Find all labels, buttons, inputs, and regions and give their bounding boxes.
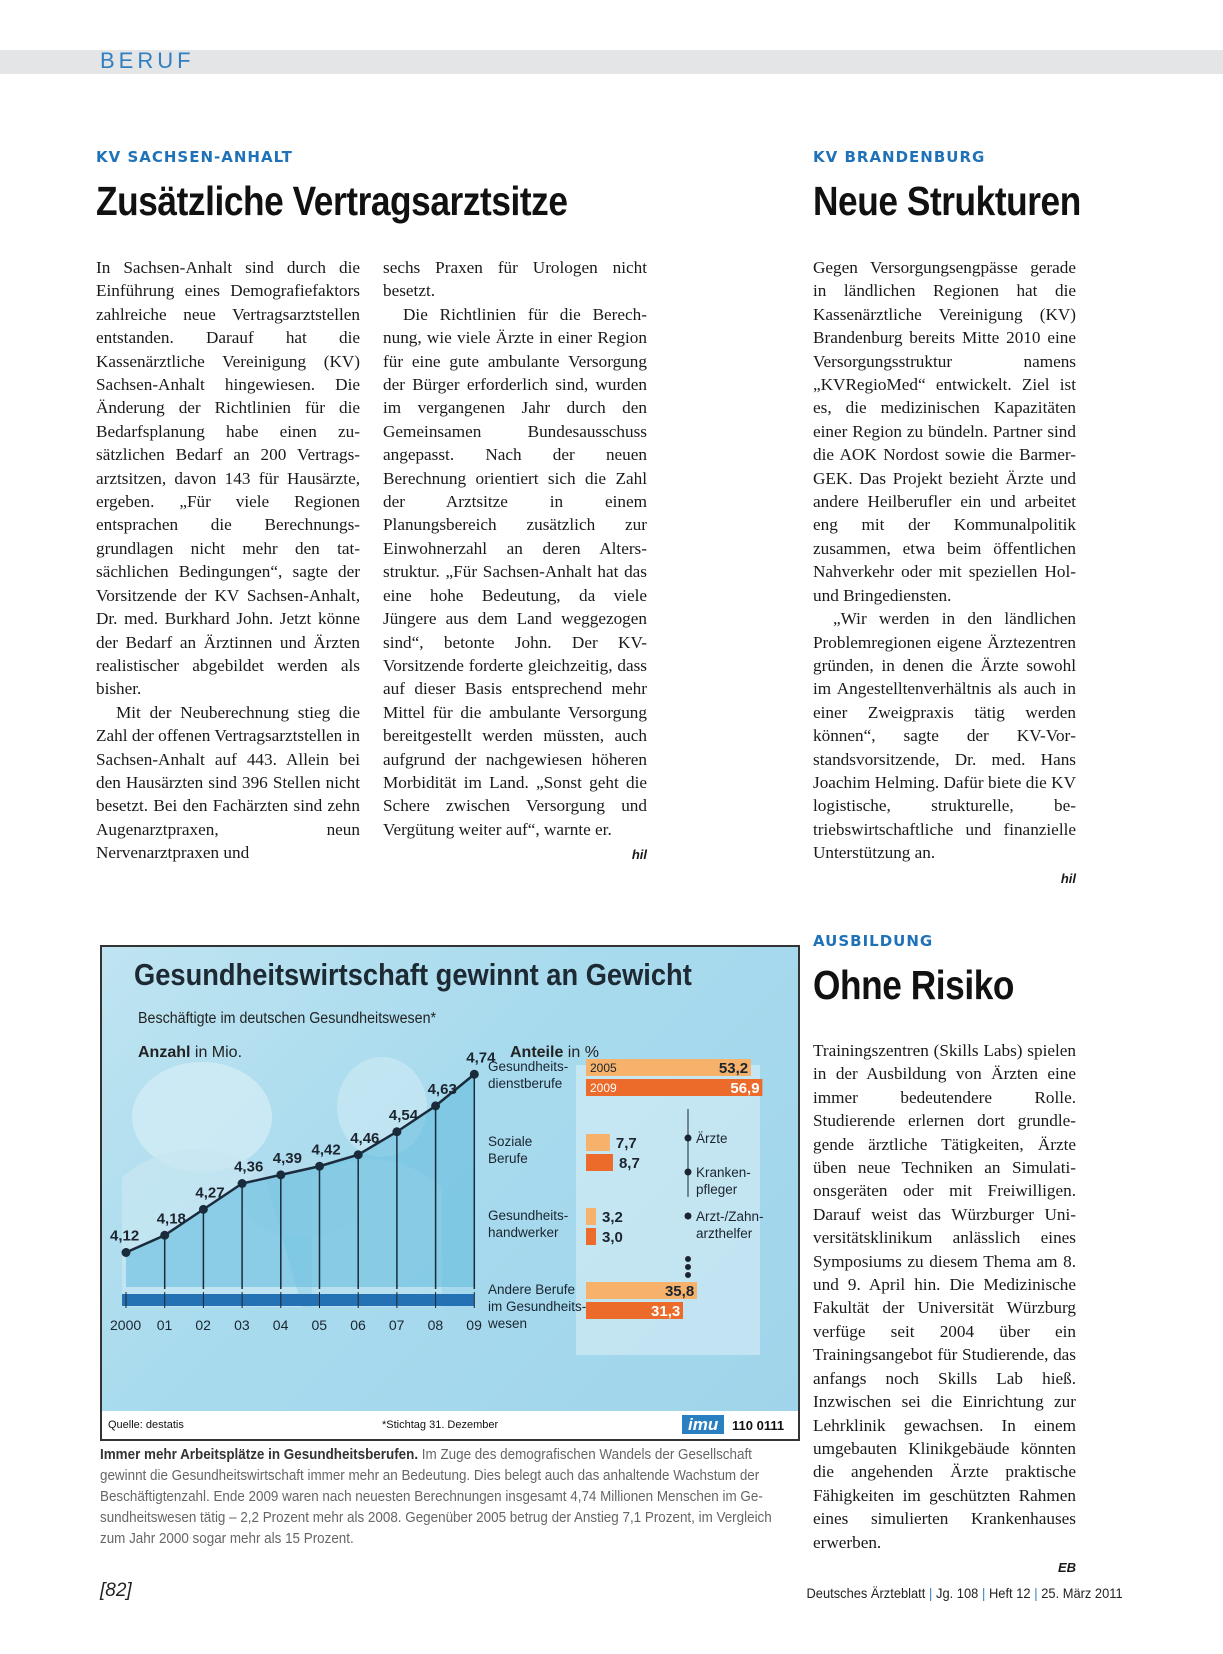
share-value-label: 56,9 bbox=[730, 1080, 760, 1097]
share-value-label: 3,0 bbox=[602, 1229, 623, 1246]
data-label: 4,74 bbox=[466, 1049, 496, 1067]
ellipsis-dot bbox=[685, 1272, 691, 1278]
infographic-footnote: *Stichtag 31. Dezember bbox=[382, 1419, 499, 1431]
article2-column bbox=[813, 256, 1076, 890]
share-value-label: 7,7 bbox=[615, 1135, 637, 1152]
article2-paragraph: Gegen Versorgungsengpässe gerade in ländlichen Regionen hat die Kassenärztliche Vereinigung (KV) Brandenburg bereits Mitte 2010 eine Versorgungsstruktur namens „KVRegioMed“ entwickelt. Ziel ist es, die medizinischen Kapazitäten einer Region zu bündeln. Partner sind die AOK Nordost sowie die Barmer-GEK. Das Projekt bezieht Ärzte und andere Heilberufler ein und arbeitet eng mit der Kommunalpolitik zusammen, etwa beim öffentlichen Nahverkehr oder mit speziellen Hol- und Bringediensten. bbox=[813, 258, 1076, 605]
data-label: 4,12 bbox=[110, 1227, 140, 1245]
article3-kicker: AUSBILDUNG bbox=[813, 932, 934, 950]
data-point bbox=[276, 1170, 285, 1179]
data-label: 4,42 bbox=[311, 1141, 341, 1159]
section-label: BERUF bbox=[100, 48, 195, 73]
annotation-label: Arzt-/Zahn- bbox=[696, 1209, 764, 1224]
share-value-label: 35,8 bbox=[664, 1283, 695, 1300]
share-bar-2009 bbox=[586, 1154, 613, 1171]
infographic-subtitle: Beschäftigte im deutschen Gesundheitswesen* bbox=[138, 1010, 437, 1027]
data-point bbox=[470, 1070, 479, 1079]
series-year-label: 2005 bbox=[590, 1061, 617, 1075]
article2-signature: hil bbox=[1060, 870, 1076, 886]
article1-column-1 bbox=[96, 256, 360, 865]
article1-paragraph: In Sachsen-Anhalt sind durch die Einführung eines Demografiefaktors zahlreiche neue Vertragsarztstellen entstanden. Darauf hat die Kassenärztliche Vereinigung (KV) Sachsen-Anhalt hingewiesen. Die Änderung der Richtlinien für die Bedarfsplanung habe einen zusätzlichen Bedarf an 200 Vertragsarztsitzen, davon 143 für Hausärzte, ergeben. „Für viele Regionen entsprachen die Berechnungsgrundlagen nicht mehr den tatsächlichen Bedingungen“, sagte der Vorsitzende der KV Sachsen-Anhalt, Dr. med. Burkhard John. Jetzt könne der Bedarf an Ärztinnen und Ärzten realistischer abgebildet werden als bisher. bbox=[96, 258, 360, 699]
category-label: Andere Berufe bbox=[488, 1282, 576, 1297]
x-tick-label: 07 bbox=[388, 1317, 405, 1333]
article1-paragraph: Mit der Neuberechnung stieg die Zahl der offenen Vertragsarztstellen in Sachsen-Anhalt auf 443. Allein bei den Hausärzten sind 396 Stellen nicht besetzt. Bei den Fachärzten sind zehn Augenarztpraxen, neun Nervenarztpraxen und bbox=[96, 702, 360, 863]
annotation-label: arzthelfer bbox=[696, 1226, 753, 1241]
x-tick-label: 09 bbox=[466, 1317, 482, 1333]
data-point bbox=[199, 1205, 208, 1214]
x-tick-label: 2000 bbox=[110, 1317, 142, 1333]
ellipsis-dot bbox=[685, 1264, 691, 1270]
infographic-code: 110 0111 bbox=[732, 1418, 785, 1433]
infographic-source: Quelle: destatis bbox=[108, 1419, 184, 1431]
data-point bbox=[238, 1179, 247, 1188]
page-number: [82] bbox=[100, 1580, 132, 1601]
infographic-footer bbox=[102, 1411, 798, 1439]
annotation-bullet bbox=[685, 1169, 692, 1176]
article1-paragraph: Die Richtlinien für die Berechnung, wie viele Ärzte in einer Region für eine gute ambulante Versorgung der Bürger erforderlich sind, wurden im vergangenen Jahr durch den Gemeinsamen Bundesausschuss angepasst. Nach der neuen Berechnung orientiert sich die Zahl der Arztsitze in einem Planungsbereich zusätzlich zur Einwohnerzahl an deren Altersstruktur. „Für Sachsen-Anhalt hat das eine hohe Bedeutung, da viele Jüngere aus dem Land weggezogen sind“, betonte John. Der KV-Vorsitzende forderte gleichzeitig, dass auf dieser Basis entsprechend mehr Mittel für die ambulante Versorgung bereitgestellt werden müssten, auch aufgrund der nachgewiesen höheren Morbidität im Land. „Sonst geht die Schere zwischen Versorgung und Vergütung weiter auf“, warnte er. bbox=[383, 304, 647, 839]
share-value-label: 53,2 bbox=[718, 1060, 749, 1077]
article2-paragraph: „Wir werden in den ländlichen Problemregionen eigene Ärztezentren gründen, in denen die Ärzte sowohl im Angestelltenverhältnis als auch in einer Zweigpraxis tätig werden können“, sagte der KV-Vorstandsvorsitzende, Dr. med. Hans Joachim Helming. Dafür biete die KV logistische, strukturelle, betriebswirtschaftliche und finanzielle Unterstützung an. bbox=[813, 609, 1076, 863]
infographic bbox=[100, 945, 800, 1441]
data-label: 4,36 bbox=[234, 1158, 264, 1176]
category-label: Gesundheits- bbox=[488, 1208, 569, 1223]
data-point bbox=[160, 1231, 169, 1240]
annotation-label: Kranken- bbox=[696, 1165, 751, 1180]
x-tick-label: 06 bbox=[350, 1317, 366, 1333]
x-tick-label: 03 bbox=[234, 1317, 250, 1333]
category-label: Soziale bbox=[488, 1134, 533, 1149]
annotation-bullet bbox=[685, 1135, 692, 1142]
x-tick-label: 08 bbox=[427, 1317, 444, 1333]
category-label: Gesundheits- bbox=[488, 1059, 569, 1074]
article3-paragraph: Trainingszentren (Skills Labs) spielen in der Ausbildung von Ärzten eine immer bedeutendere Rolle. Studierende erlernen dort grundlegende ärztliche Tätigkeiten, Ärzte üben neue Techniken an Simulationsgeräten oder mit Freiwilligen. Darauf weist das Würzburger Universitätsklinikum anlässlich eines Symposiums zu diesem Thema am 8. und 9. April hin. Die Medizinische Fakultät der Universität Würzburg verfüge seit 2004 über ein Trainingsangebot für Studierende, das anfangs noch Skills Lab hieß. Inzwischen sei die Einrichtung zur Lehrklinik gewachsen. In einem umgebauten Klinikgebäude könnten die angehenden Ärzte praktische Fähigkeiten im geschützten Rahmen eines simulierten Krankenhauses erwerben. bbox=[813, 1041, 1076, 1552]
data-point bbox=[315, 1162, 324, 1171]
infographic-unit-label: Anzahl in Mio. bbox=[138, 1044, 243, 1061]
article3-headline: Ohne Risiko bbox=[813, 962, 1014, 1008]
x-axis-band bbox=[122, 1294, 474, 1306]
data-label: 4,54 bbox=[388, 1106, 419, 1124]
article1-paragraph: sechs Praxen für Urologen nicht besetzt. bbox=[383, 258, 647, 301]
data-label: 4,18 bbox=[156, 1210, 186, 1228]
data-point bbox=[354, 1150, 363, 1159]
annotation-label: pfleger bbox=[696, 1182, 738, 1197]
article3-signature: EB bbox=[1057, 1559, 1076, 1575]
data-point bbox=[431, 1101, 440, 1110]
x-tick-label: 01 bbox=[156, 1317, 173, 1333]
share-value-label: 3,2 bbox=[602, 1209, 623, 1226]
x-tick-label: 02 bbox=[195, 1317, 211, 1333]
category-label: Berufe bbox=[488, 1151, 528, 1166]
article3-column bbox=[813, 1039, 1076, 1579]
data-label: 4,27 bbox=[195, 1184, 225, 1202]
category-label: im Gesundheits- bbox=[488, 1299, 587, 1314]
x-tick-label: 04 bbox=[272, 1317, 289, 1333]
article2-headline: Neue Strukturen bbox=[813, 178, 1081, 224]
data-label: 4,46 bbox=[350, 1129, 380, 1147]
category-label: handwerker bbox=[488, 1225, 559, 1240]
data-point bbox=[122, 1248, 131, 1257]
annotation-label: Ärzte bbox=[696, 1131, 728, 1146]
article1-kicker: KV SACHSEN-ANHALT bbox=[96, 148, 293, 166]
article2-kicker: KV BRANDENBURG bbox=[813, 148, 986, 166]
category-label: wesen bbox=[488, 1316, 528, 1331]
share-value-label: 31,3 bbox=[651, 1303, 681, 1320]
infographic-title: Gesundheitswirtschaft gewinnt an Gewicht bbox=[134, 957, 692, 992]
article1-headline: Zusätzliche Vertragsarztsitze bbox=[96, 178, 568, 224]
share-value-label: 8,7 bbox=[618, 1155, 640, 1172]
data-label: 4,63 bbox=[427, 1080, 457, 1098]
category-label: dienstberufe bbox=[488, 1076, 563, 1091]
series-year-label: 2009 bbox=[590, 1081, 617, 1095]
share-bar-2005 bbox=[586, 1208, 596, 1225]
imu-logo: imu bbox=[682, 1415, 724, 1434]
annotation-bullet bbox=[685, 1213, 692, 1220]
infographic-shares-label: Anteile in % bbox=[510, 1044, 599, 1061]
ellipsis-dot bbox=[685, 1256, 691, 1262]
article1-signature: hil bbox=[631, 847, 647, 863]
share-bar-2005 bbox=[586, 1134, 610, 1151]
article1-column-2 bbox=[383, 256, 647, 867]
data-label: 4,39 bbox=[272, 1149, 303, 1167]
journal-info: Deutsches Ärzteblatt | Jg. 108 | Heft 12 | 25. März 2011 bbox=[806, 1585, 1123, 1601]
share-bar-2009 bbox=[586, 1228, 596, 1245]
x-tick-label: 05 bbox=[311, 1317, 328, 1333]
infographic-caption: Immer mehr Arbeitsplätze in Gesundheitsberufen. Im Zuge des demografischen Wandels der Gesellschaft gewinnt die Gesundheitswirtschaft immer mehr an Bedeutung. Dies belegt auch das anhaltende Wachstum der Beschäftigtenzahl. Ende 2009 waren nach neuesten Berechnungen insgesamt 4,74 Millionen Menschen im Gesundheitswesen tätig – 2,2 Prozent mehr als 2008. Gegenüber 2005 betrug der Anstieg 7,1 Prozent, im Vergleich zum Jahr 2000 sogar mehr als 15 Prozent. bbox=[100, 1447, 772, 1547]
data-point bbox=[392, 1127, 401, 1136]
